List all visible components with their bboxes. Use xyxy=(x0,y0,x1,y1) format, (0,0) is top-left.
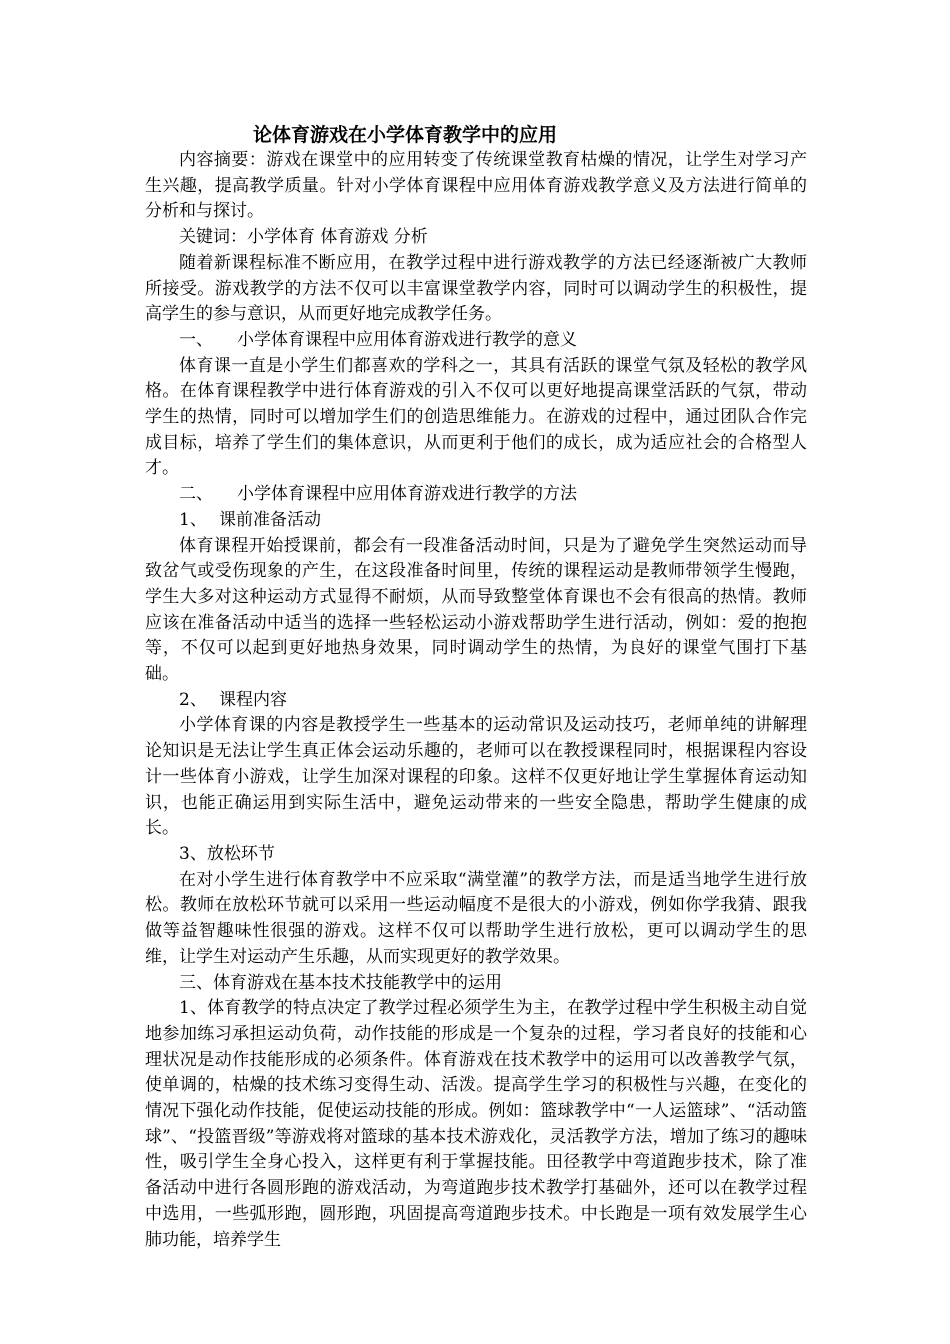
section-2-number: 二、 xyxy=(179,484,213,505)
subsection-2-2-body: 小学体育课的内容是教授学生一些基本的运动常识及运动技巧，老师单纯的讲解理论知识是无法让学生真正体会运动乐趣的，老师可以在教授课程同时，根据课程内容设计一些体育小游戏，让学生加深对课程的印象。这样不仅更好地让学生掌握体育运动知识，也能正确运用到实际生活中，避免运动带来的一些安全隐患，帮助学生健康的成长。 xyxy=(145,715,807,839)
keywords-line: 关键词：小学体育 体育游戏 分析 xyxy=(179,227,428,248)
section-1-number: 一、 xyxy=(179,329,213,350)
section-1-title: 小学体育课程中应用体育游戏进行教学的意义 xyxy=(237,329,577,350)
subsection-2-1-number: 1、 xyxy=(179,509,207,530)
subsection-2-1-heading xyxy=(145,508,807,534)
intro-paragraph: 随着新课程标准不断应用，在教学过程中进行游戏教学的方法已经逐渐被广大教师所接受。游戏教学的方法不仅可以丰富课堂教学内容，同时可以调动学生的积极性，提高学生的参与意识，从而更好地完成教学任务。 xyxy=(145,252,807,325)
document-title: 论体育游戏在小学体育教学中的应用 xyxy=(253,124,558,146)
document-page xyxy=(145,120,807,1253)
section-1-body: 体育课一直是小学生们都喜欢的学科之一，其具有活跃的课堂气氛及轻松的教学风格。在体育课程教学中进行体育游戏的引入不仅可以更好地提高课堂活跃的气氛，带动学生的热情，同时可以增加学生们的创造思维能力。在游戏的过程中，通过团队合作完成目标，培养了学生们的集体意识，从而更利于他们的成长，成为适应社会的合格型人才。 xyxy=(145,355,807,479)
subsection-2-1-body: 体育课程开始授课前，都会有一段准备活动时间，只是为了避免学生突然运动而导致岔气或受伤现象的产生，在这段准备时间里，传统的课程运动是教师带领学生慢跑，学生大多对这种运动方式显得不耐烦，从而导致整堂体育课也不会有很高的热情。教师应该在准备活动中适当的选择一些轻松运动小游戏帮助学生进行活动，例如：爱的抱抱等，不仅可以起到更好地热身效果，同时调动学生的热情，为良好的课堂气围打下基础。 xyxy=(145,535,807,685)
subsection-2-1-title: 课前准备活动 xyxy=(219,509,321,530)
section-1-heading xyxy=(145,328,807,354)
subsection-2-3-heading: 3、放松环节 xyxy=(179,843,275,864)
subsection-2-2-heading xyxy=(145,688,807,714)
abstract-paragraph: 内容摘要：游戏在课堂中的应用转变了传统课堂教育枯燥的情况，让学生对学习产生兴趣，提高教学质量。针对小学体育课程中应用体育游戏教学意义及方法进行简单的分析和与探讨。 xyxy=(145,150,807,222)
section-2-heading xyxy=(145,482,807,508)
subsection-2-2-number: 2、 xyxy=(179,689,207,710)
subsection-2-3-body: 在对小学生进行体育教学中不应采取“满堂灌”的教学方法，而是适当地学生进行放松。教师在放松环节就可以采用一些运动幅度不是很大的小游戏，例如你学我猜、跟我做等益智趣味性很强的游戏。这样不仅可以帮助学生进行放松，更可以调动学生的思维，让学生对运动产生乐趣，从而实现更好的教学效果。 xyxy=(145,869,807,967)
section-3-heading: 三、体育游戏在基本技术技能教学中的运用 xyxy=(179,972,502,993)
section-3-body: 1、体育教学的特点决定了教学过程必须学生为主，在教学过程中学生积极主动自觉地参加练习承担运动负荷，动作技能的形成是一个复杂的过程，学习者良好的技能和心理状况是动作技能形成的必须条件。体育游戏在技术教学中的运用可以改善教学气氛，使单调的，枯燥的技术练习变得生动、活泼。提高学生学习的积极性与兴趣，在变化的情况下强化动作技能，促使运动技能的形成。例如：篮球教学中“一人运篮球”、“活动篮球”、“投篮晋级”等游戏将对篮球的基本技术游戏化，灵活教学方法，增加了练习的趣味性，吸引学生全身心投入，这样更有利于掌握技能。田径教学中弯道跑步技术，除了准备活动中进行各圆形跑的游戏活动，为弯道跑步技术教学打基础外，还可以在教学过程中选用，一些弧形跑，圆形跑，巩固提高弯道跑步技术。中长跑是一项有效发展学生心肺功能，培养学生 xyxy=(145,998,807,1250)
subsection-2-2-title: 课程内容 xyxy=(219,689,287,710)
section-2-title: 小学体育课程中应用体育游戏进行教学的方法 xyxy=(237,484,577,505)
